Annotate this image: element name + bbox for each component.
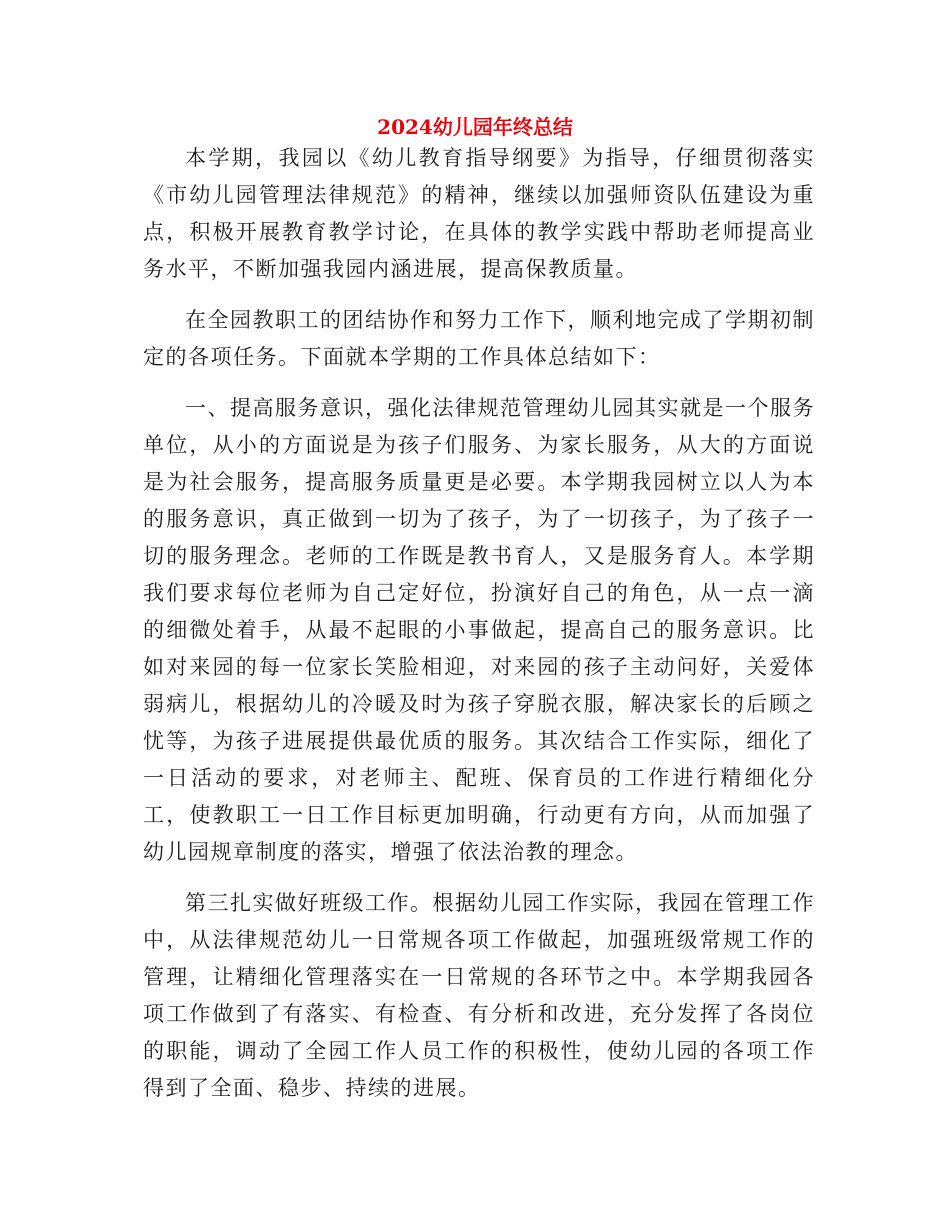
paragraph-intro: 本学期，我园以《幼儿教育指导纲要》为指导，仔细贯彻落实《市幼儿园管理法律规范》的精神，继续以加强师资队伍建设为重点，积极开展教育教学讨论，在具体的教学实践中帮助老师提高业务水平，不断加强我园内涵进展，提高保教质量。 — [143, 146, 815, 281]
paragraph-service-awareness: 一、提高服务意识，强化法律规范管理幼儿园其实就是一个服务单位，从小的方面说是为孩子们服务、为家长服务，从大的方面说是为社会服务，提高服务质量更是必要。本学期我园树立以人为本的服务意识，真正做到一切为了孩子，为了一切孩子，为了孩子一切的服务理念。老师的工作既是教书育人，又是服务育人。本学期我们要求每位老师为自己定好位，扮演好自己的角色，从一点一滴的细微处着手，从最不起眼的小事做起，提高自己的服务意识。比如对来园的每一位家长笑脸相迎，对来园的孩子主动问好，关爱体弱病儿，根据幼儿的冷暖及时为孩子穿脱衣服，解决家长的后顾之忧等，为孩子进展提供最优质的服务。其次结合工作实际，细化了一日活动的要求，对老师主、配班、保育员的工作进行精细化分工，使教职工一日工作目标更加明确，行动更有方向，从而加强了幼儿园规章制度的落实，增强了依法治教的理念。 — [143, 396, 815, 864]
paragraph-summary-lead: 在全园教职工的团结协作和努力工作下，顺利地完成了学期初制定的各项任务。下面就本学期的工作具体总结如下： — [143, 308, 815, 369]
document-body — [143, 140, 815, 1121]
document-title: 2024幼儿园年终总结 — [377, 115, 573, 139]
paragraph-class-work: 第三扎实做好班级工作。根据幼儿园工作实际，我园在管理工作中，从法律规范幼儿一日常规各项工作做起，加强班级常规工作的管理，让精细化管理落实在一日常规的各环节之中。本学期我园各项工作做到了有落实、有检查、有分析和改进，充分发挥了各岗位的职能，调动了全园工作人员工作的积极性，使幼儿园的各项工作得到了全面、稳步、持续的进展。 — [143, 891, 815, 1100]
